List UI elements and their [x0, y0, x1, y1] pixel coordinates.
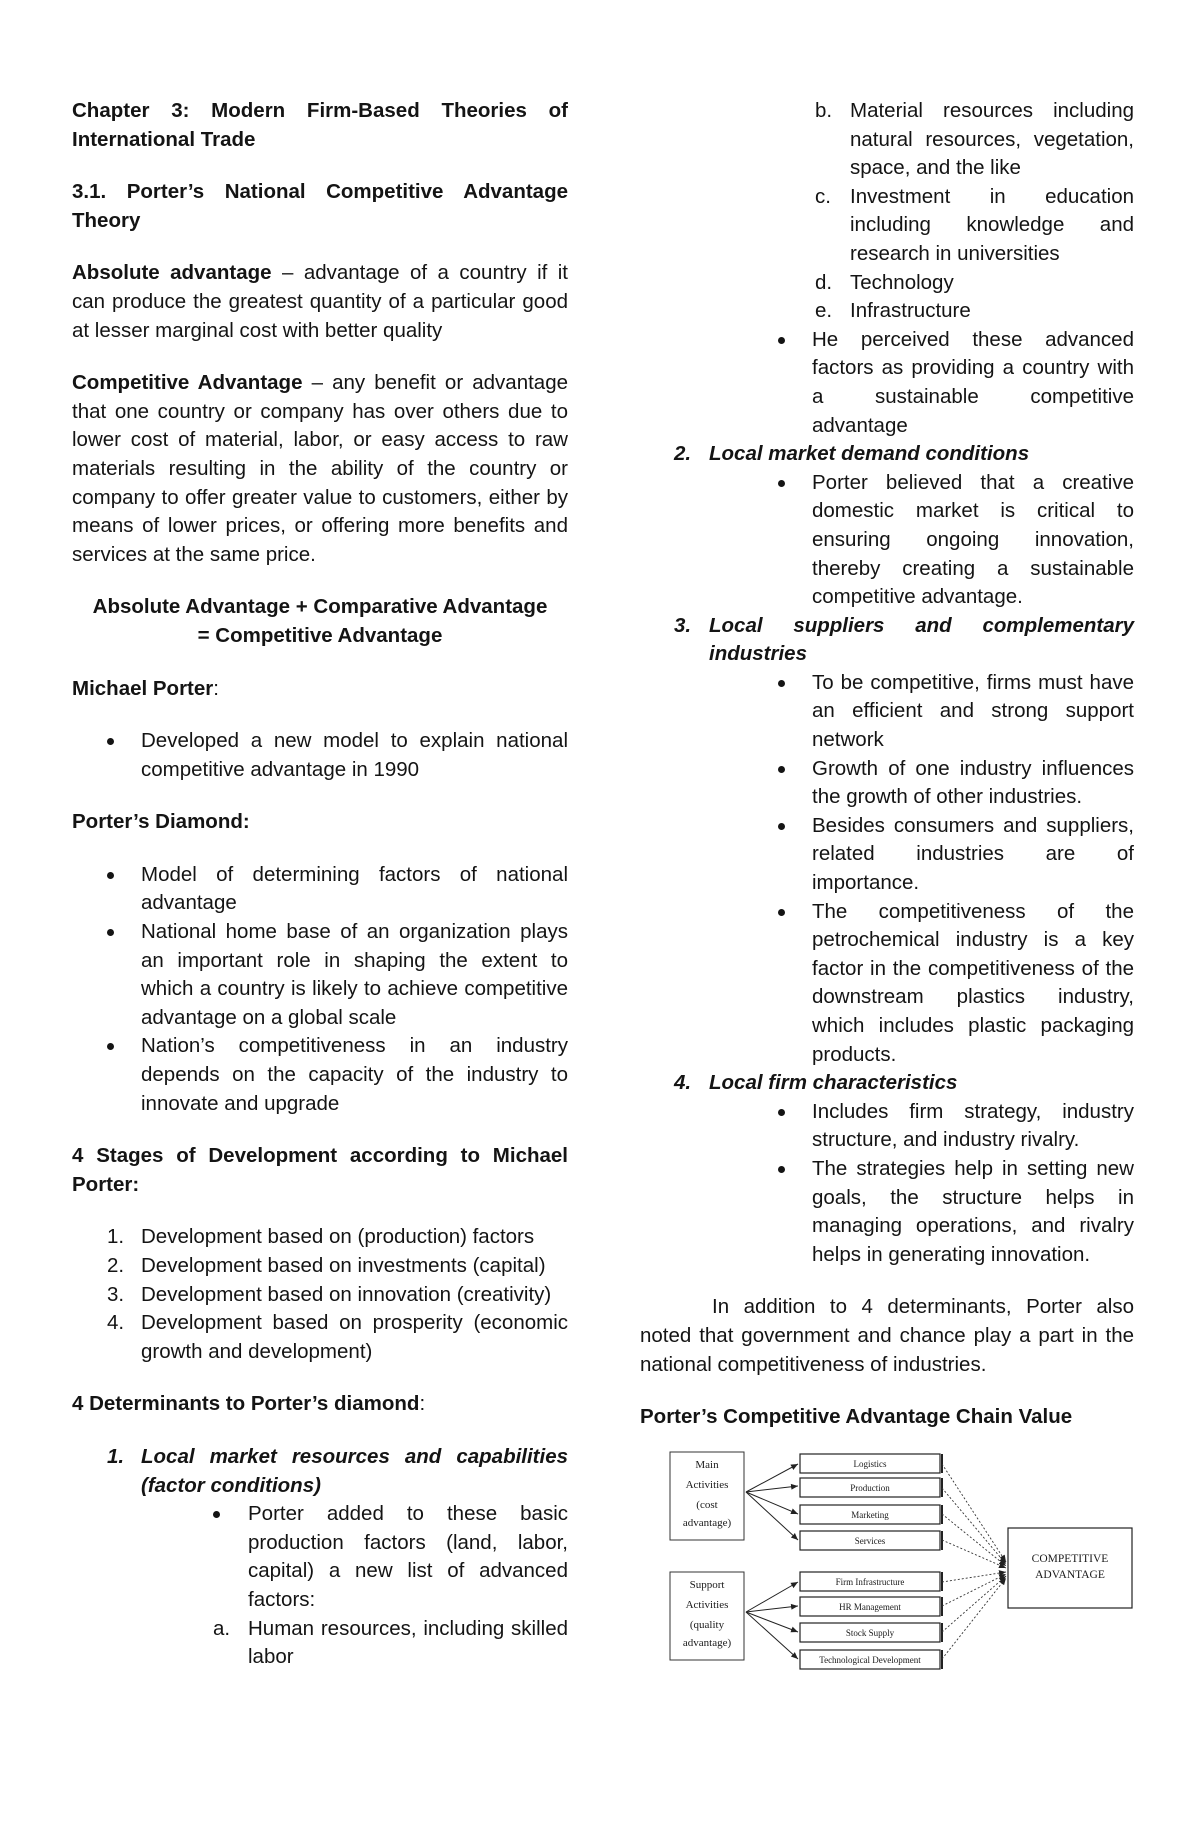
list-number: 2.: [107, 1254, 125, 1277]
value-chain-diagram: [668, 1450, 1134, 1680]
support-label-line: advantage): [682, 1637, 732, 1649]
michael-porter-label: Michael Porter: [72, 676, 214, 700]
determinant-4-title: [640, 1069, 1134, 1098]
determinants-label: 4 Determinants to Porter’s diamond: [72, 1392, 420, 1416]
arrow: [746, 1486, 798, 1492]
list-text: Material resources including natural resources, vegetation, space, and the like: [850, 99, 1134, 180]
list-text: Development based on prosperity (economic growth and development): [141, 1311, 568, 1363]
chapter-title: Chapter 3: Modern Firm-Based Theories of International Trade: [72, 99, 568, 151]
list-text: Development based on (production) factors: [141, 1225, 535, 1249]
arrow: [746, 1606, 798, 1612]
list-item: [640, 297, 1134, 326]
stages-heading: 4 Stages of Development according to Michael Porter:: [72, 1144, 568, 1196]
list-text: Local suppliers and complementary industries: [709, 613, 1134, 666]
list-item: He perceived these advanced factors as providing a country with a sustainable competitive advantage: [640, 326, 1134, 440]
arrow: [746, 1492, 798, 1540]
list-letter: a.: [213, 1616, 231, 1640]
activity-label: Stock Supply: [845, 1628, 895, 1638]
competitive-advantage-box: [1008, 1528, 1132, 1608]
list-item: Nation’s competitiveness in an industry depends on the capacity of the industry to innovate and upgrade: [72, 1032, 568, 1118]
activity-label: Firm Infrastructure: [835, 1577, 905, 1587]
diamond-list: [72, 861, 568, 1118]
list-number: 3.: [107, 1282, 125, 1306]
list-text: Local market resources and capabilities (factor conditions): [141, 1444, 568, 1497]
support-label-line: Support: [689, 1579, 725, 1591]
chain-value-heading: Porter’s Competitive Advantage Chain Value: [640, 1405, 1073, 1429]
support-label-line: Activities: [685, 1599, 729, 1611]
porters-diamond-heading: Porter’s Diamond:: [72, 810, 250, 834]
list-letter: b.: [815, 99, 833, 122]
list-item: [640, 269, 1134, 298]
main-label-line: Main: [695, 1459, 719, 1471]
list-item: National home base of an organization plays an important role in shaping the extent to which a country is likely to achieve competitive advantage on a global scale: [72, 918, 568, 1032]
list-item: The competitiveness of the petrochemical industry is a key factor in the competitiveness of the downstream plastics industry, which includes plastic packaging products.: [640, 898, 1134, 1070]
arrow: [942, 1574, 1006, 1606]
list-item: To be competitive, firms must have an efficient and strong support network: [640, 669, 1134, 755]
result-label-line: ADVANTAGE: [1035, 1569, 1105, 1581]
main-label-line: advantage): [682, 1517, 732, 1529]
list-text: Local market demand conditions: [709, 442, 1030, 466]
list-letter: c.: [815, 184, 831, 208]
determinants-heading: [72, 1390, 568, 1419]
list-item: Porter added to these basic production factors (land, labor, capital) a new list of advanced factors:: [72, 1500, 568, 1614]
value-chain-svg: [668, 1450, 1134, 1680]
list-text: Development based on investments (capital): [141, 1254, 546, 1277]
list-number: 4.: [674, 1071, 692, 1095]
list-item: [72, 1281, 568, 1310]
arrow: [942, 1572, 1006, 1582]
arrow: [746, 1612, 798, 1659]
activity-label: Logistics: [853, 1459, 887, 1469]
list-item: [640, 183, 1134, 269]
list-number: 1.: [107, 1225, 125, 1249]
determinant-1-title: [72, 1443, 568, 1500]
list-letter: e.: [815, 299, 833, 323]
competitive-advantage-definition: [72, 369, 568, 569]
absolute-advantage-term: Absolute advantage: [72, 261, 272, 285]
list-number: 4.: [107, 1311, 125, 1335]
list-item: Growth of one industry influences the growth of other industries.: [640, 755, 1134, 812]
determinant-3-title: [640, 612, 1134, 669]
list-text: Technology: [850, 270, 954, 294]
list-item: [72, 1309, 568, 1366]
absolute-advantage-definition: [72, 259, 568, 345]
list-item: [640, 97, 1134, 183]
support-label-line: (quality: [689, 1619, 725, 1631]
list-text: Investment in education including knowledge and research in universities: [850, 184, 1134, 265]
arrow: [942, 1488, 1006, 1564]
arrow: [746, 1492, 798, 1514]
list-item: The strategies help in setting new goals, the structure helps in managing operations, and rivalry helps in generating innovation.: [640, 1155, 1134, 1269]
list-item: Includes firm strategy, industry structure, and industry rivalry.: [640, 1098, 1134, 1155]
equation-line-1: Absolute Advantage + Comparative Advantage: [92, 595, 548, 619]
competitive-advantage-term: Competitive Advantage: [72, 371, 303, 395]
competitive-advantage-text: – any benefit or advantage that one country or company has over others due to lower cost of material, labor, or easy access to raw materials resulting in the ability of the country or company to offer greater value to customers, either by means of lower prices, or offering more benefits and services at the same price.: [72, 371, 569, 566]
activity-label: Services: [854, 1536, 886, 1546]
determinants-colon: :: [419, 1392, 426, 1416]
section-title: 3.1. Porter’s National Competitive Advantage Theory: [72, 180, 568, 232]
result-label-line: COMPETITIVE: [1031, 1553, 1109, 1565]
closing-paragraph: In addition to 4 determinants, Porter also noted that government and chance play a part in the national competitiveness of industries.: [640, 1295, 1134, 1376]
right-column: [640, 97, 1134, 1432]
activity-label: HR Management: [839, 1602, 901, 1612]
determinant-2-title: [640, 440, 1134, 469]
main-label-line: Activities: [685, 1479, 729, 1491]
list-text: Human resources, including skilled labor: [248, 1616, 568, 1669]
activity-label: Technological Development: [819, 1655, 921, 1665]
list-item: Developed a new model to explain national competitive advantage in 1990: [72, 727, 568, 784]
list-item: [72, 1252, 568, 1281]
arrow: [942, 1514, 1006, 1566]
arrow: [746, 1612, 798, 1632]
main-label-line: (cost: [696, 1499, 718, 1511]
arrow: [942, 1464, 1006, 1562]
michael-porter-heading: [72, 675, 568, 704]
list-item: [72, 1223, 568, 1252]
equation-line-2: = Competitive Advantage: [197, 623, 443, 647]
activity-label: Marketing: [851, 1510, 889, 1520]
list-item: Model of determining factors of national advantage: [72, 861, 568, 918]
list-item: Porter believed that a creative domestic market is critical to ensuring ongoing innovation, thereby creating a sustainable competitive advantage.: [640, 469, 1134, 612]
list-text: Infrastructure: [850, 299, 971, 323]
activity-label: Production: [850, 1483, 890, 1493]
porter-list: [72, 727, 568, 784]
arrow: [746, 1464, 798, 1492]
stages-list: [72, 1223, 568, 1366]
list-text: Development based on innovation (creativity): [141, 1282, 552, 1306]
list-number: 2.: [674, 442, 692, 466]
list-text: Local firm characteristics: [709, 1071, 958, 1095]
list-item: [72, 1615, 568, 1672]
michael-porter-colon: :: [213, 676, 219, 700]
arrow: [942, 1578, 1006, 1659]
list-item: Besides consumers and suppliers, related industries are of importance.: [640, 812, 1134, 898]
list-letter: d.: [815, 270, 833, 294]
arrow: [942, 1576, 1006, 1632]
list-number: 1.: [107, 1444, 125, 1468]
arrow: [746, 1582, 798, 1612]
left-column: [72, 97, 568, 1672]
list-number: 3.: [674, 613, 692, 637]
arrow: [942, 1540, 1006, 1568]
absolute-advantage-text: – advantage of a country if it can produce the greatest quantity of a particular good at lesser marginal cost with better quality: [72, 261, 569, 342]
